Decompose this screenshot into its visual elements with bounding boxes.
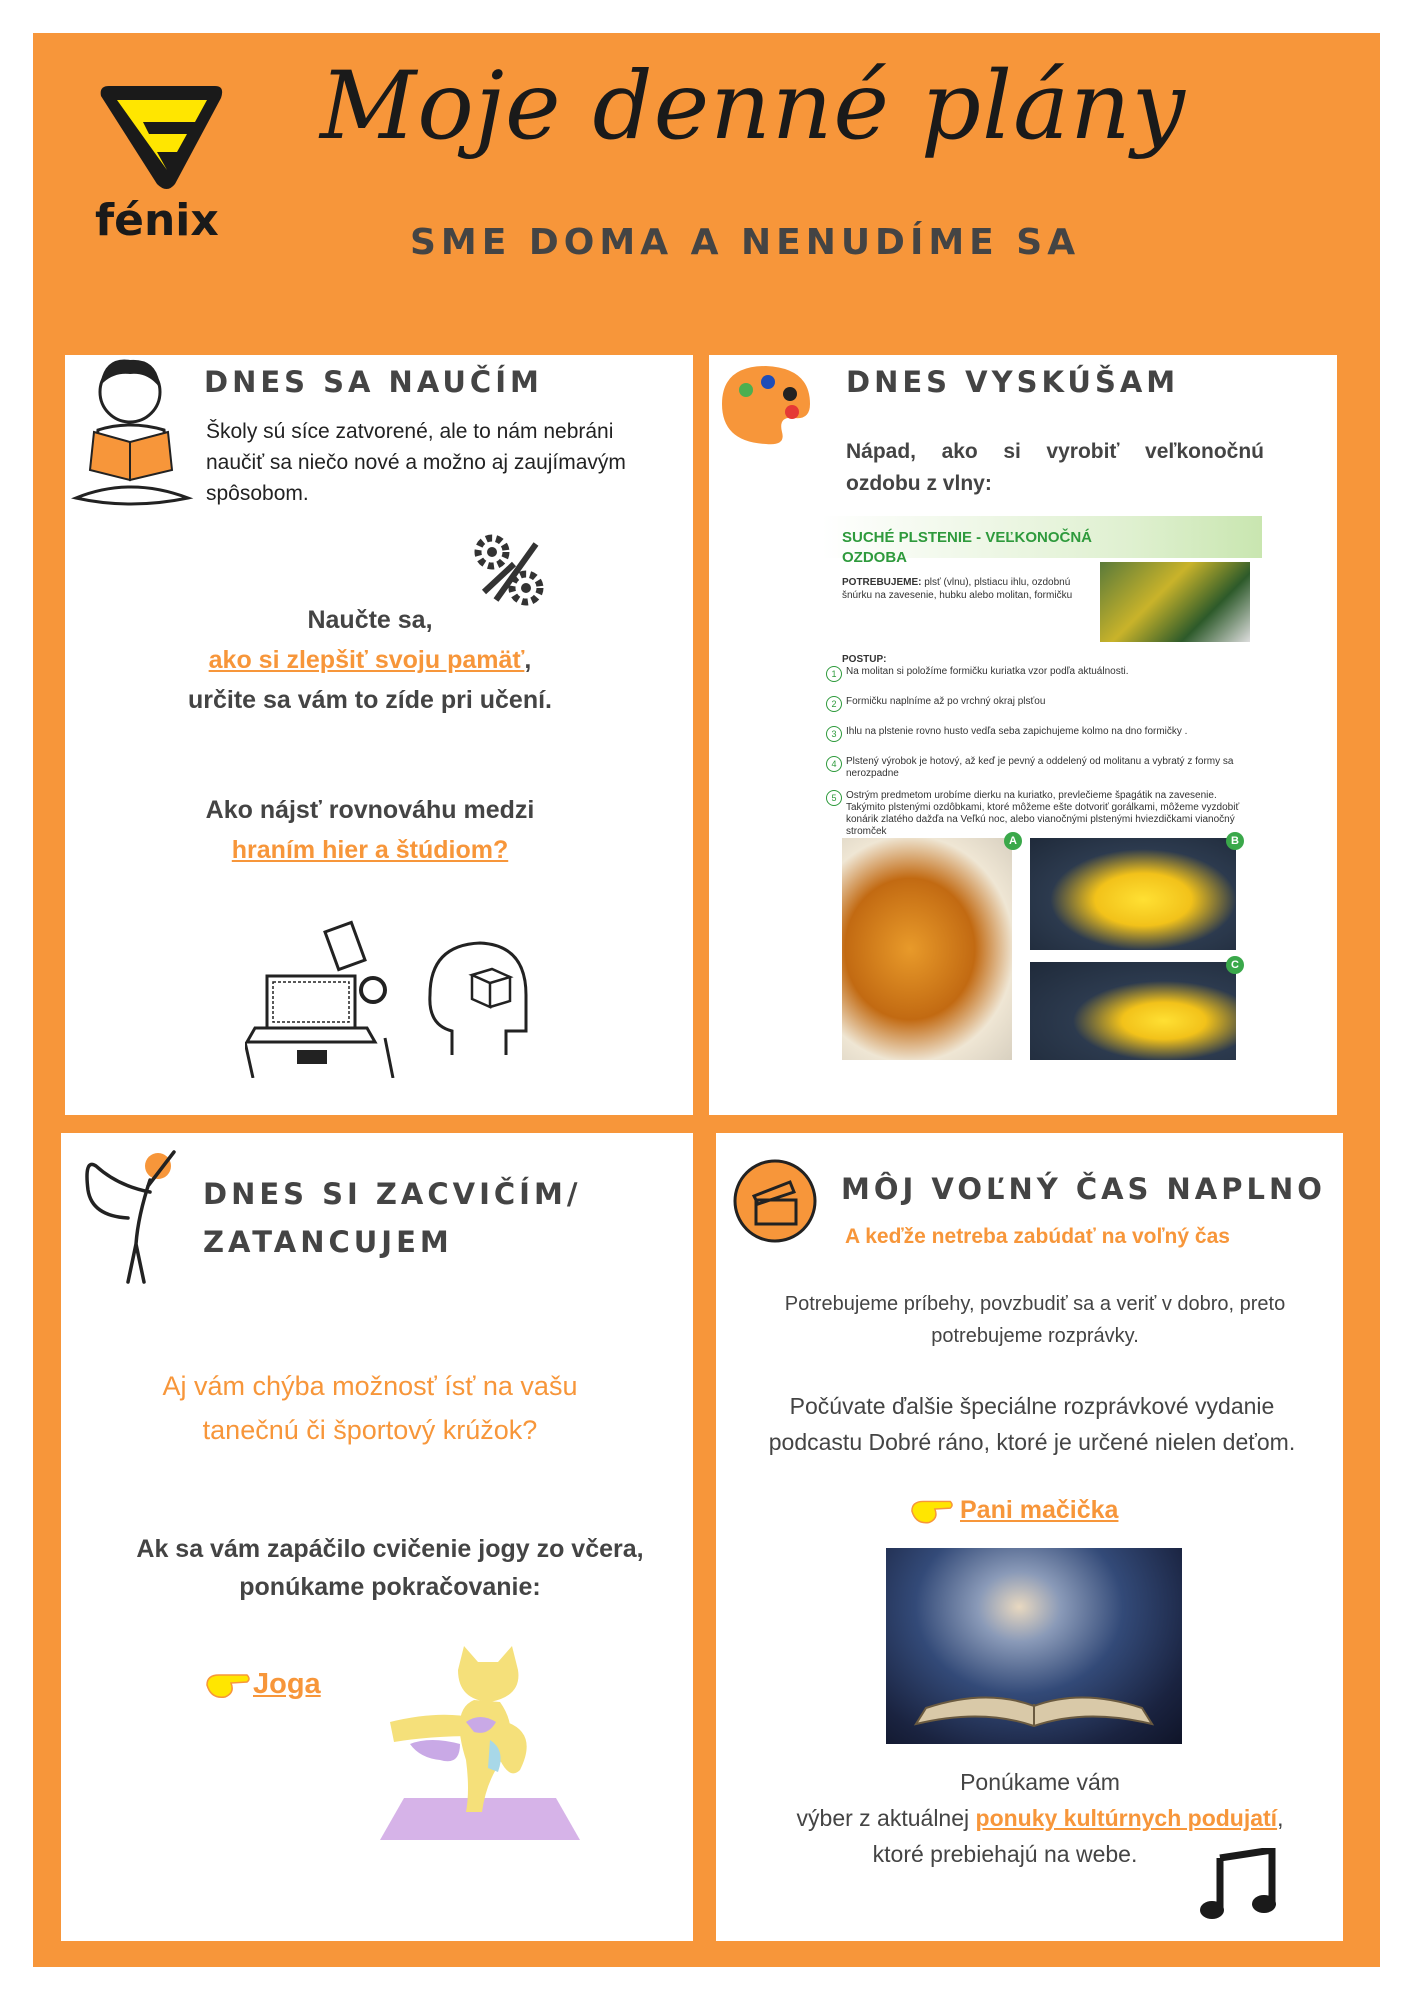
step-text: Formičku naplníme až po vrchný okraj plsťou [846, 696, 1046, 707]
memory-link-suffix: , [524, 646, 532, 674]
dancer-icon [78, 1146, 188, 1291]
laptop-desk-icon [245, 918, 395, 1083]
exercise-text: Ak sa vám zapáčilo cvičenie jogy zo včera, ponúkame pokračovanie: [136, 1535, 644, 1601]
film-clapper-icon [732, 1158, 818, 1249]
joga-link-row[interactable] [205, 1668, 321, 1701]
free-p1: Potrebujeme príbehy, povzbudiť sa a veriť v dobro, preto potrebujeme rozprávky. [784, 1293, 1286, 1347]
exercise-heading-line2: ZATANCUJEM [203, 1225, 453, 1259]
exercise-question: Aj vám chýba možnosť ísť na vašu tanečnú či športový krúžok? [162, 1371, 578, 1445]
pointing-hand-icon [205, 1671, 251, 1699]
doc-photo-c [1030, 962, 1236, 1060]
doc-step [826, 726, 1246, 742]
learn-line1: Naučte sa, [307, 606, 433, 634]
try-heading: DNES VYSKÚŠAM [846, 365, 1180, 399]
doc-title-line1: SUCHÉ PLSTENIE - VEĽKONOČNÁ [842, 529, 1093, 546]
page-subtitle: SME DOMA A NENUDÍME SA [410, 222, 1081, 263]
doc-title-line2: OZDOBA [842, 549, 907, 566]
reading-child-icon [68, 350, 198, 515]
joga-link[interactable]: Joga [253, 1668, 321, 1700]
step-text: Ihlu na plstenie rovno husto vedľa seba zapichujeme kolmo na dno formičky . [846, 726, 1188, 737]
doc-step [826, 756, 1246, 780]
doc-photo-b [1030, 838, 1236, 950]
yoga-cat-icon [370, 1640, 590, 1845]
free-subheading: A keďže netreba zabúdať na voľný čas [845, 1225, 1230, 1248]
pani-macicka-row[interactable] [910, 1496, 1118, 1525]
photo-label-b: B [1226, 832, 1244, 850]
free-p2: Počúvate ďalšie špeciálne rozprávkové vydanie podcastu Dobré ráno, ktoré je určené nielen deťom. [768, 1393, 1296, 1455]
exercise-heading-line1: DNES SI ZACVIČÍM/ [203, 1177, 582, 1211]
head-box-icon [422, 935, 532, 1070]
free-p3-line3: ktoré prebiehajú na webe. [872, 1841, 1138, 1867]
paint-palette-icon [716, 360, 816, 455]
photo-label-a: A [1004, 832, 1022, 850]
free-p3-comma: , [1277, 1805, 1284, 1831]
free-p3-line1: Ponúkame vám [960, 1769, 1120, 1795]
step-text: Plstený výrobok je hotový, až keď je pevný a oddelený od molitanu a vybratý z formy sa nerozpadne [846, 756, 1234, 779]
doc-photo-materials [1100, 562, 1250, 642]
page-title: Moje denné plány [320, 52, 1186, 161]
fenix-logo-icon [95, 82, 225, 194]
step-text: Na molitan si položíme formičku kuriatka vzor podľa aktuálnosti. [846, 666, 1129, 677]
music-note-icon [1200, 1848, 1278, 1925]
logo-text: fénix [95, 195, 219, 246]
games-study-link[interactable]: hraním hier a štúdiom? [231, 836, 509, 864]
learn-heading: DNES SA NAUČÍM [204, 365, 543, 399]
pani-macicka-link[interactable]: Pani mačička [960, 1496, 1119, 1524]
free-heading: MÔJ VOĽNÝ ČAS NAPLNO [841, 1172, 1326, 1206]
step-num: 3 [826, 726, 842, 742]
step-num: 1 [826, 666, 842, 682]
doc-needs-text: plsť (vlnu), plstiacu ihlu, ozdobnú šnúrku na zavesenie, hubku alebo molitan, formičku [842, 577, 1073, 601]
step-num: 4 [826, 756, 842, 772]
learn-line3: Ako nájsť rovnováhu medzi [205, 796, 535, 824]
culture-link[interactable]: ponuky kultúrnych podujatí [975, 1805, 1278, 1831]
memory-link[interactable]: ako si zlepšiť svoju pamäť [208, 646, 525, 674]
doc-step [826, 666, 1246, 682]
try-intro: Nápad, ako si vyrobiť veľkonočnú ozdobu z vlny: [846, 440, 1264, 495]
pointing-hand-icon [910, 1497, 954, 1525]
step-num: 2 [826, 696, 842, 712]
doc-needs-label: POTREBUJEME: [842, 577, 922, 588]
fenix-logo [95, 82, 225, 246]
free-p3-prefix: výber z aktuálnej [796, 1805, 976, 1831]
doc-step [826, 696, 1246, 712]
doc-step [826, 790, 1246, 838]
magic-book-image [886, 1548, 1182, 1744]
felting-instructions [822, 516, 1262, 1094]
doc-photo-a [842, 838, 1012, 1060]
step-text: Ostrým predmetom urobíme dierku na kuriatko, prevlečieme špagátik na zavesenie. Takýmito plstenými ozdôbkami, ktoré môžeme ešte dotvoriť gorálkami, môžeme vyzdobiť konárik zlatého dažďa na Veľkú noc, alebo vianočnými plstenými hviezdičkami vianočný stromček [846, 790, 1240, 837]
doc-steps-label: POSTUP: [842, 654, 887, 665]
learn-intro: Školy sú síce zatvorené, ale to nám nebráni naučiť sa niečo nové a možno aj zaujímavým spôsobom. [206, 420, 626, 505]
photo-label-c: C [1226, 956, 1244, 974]
step-num: 5 [826, 790, 842, 806]
learn-line2: určite sa vám to zíde pri učení. [187, 686, 552, 714]
